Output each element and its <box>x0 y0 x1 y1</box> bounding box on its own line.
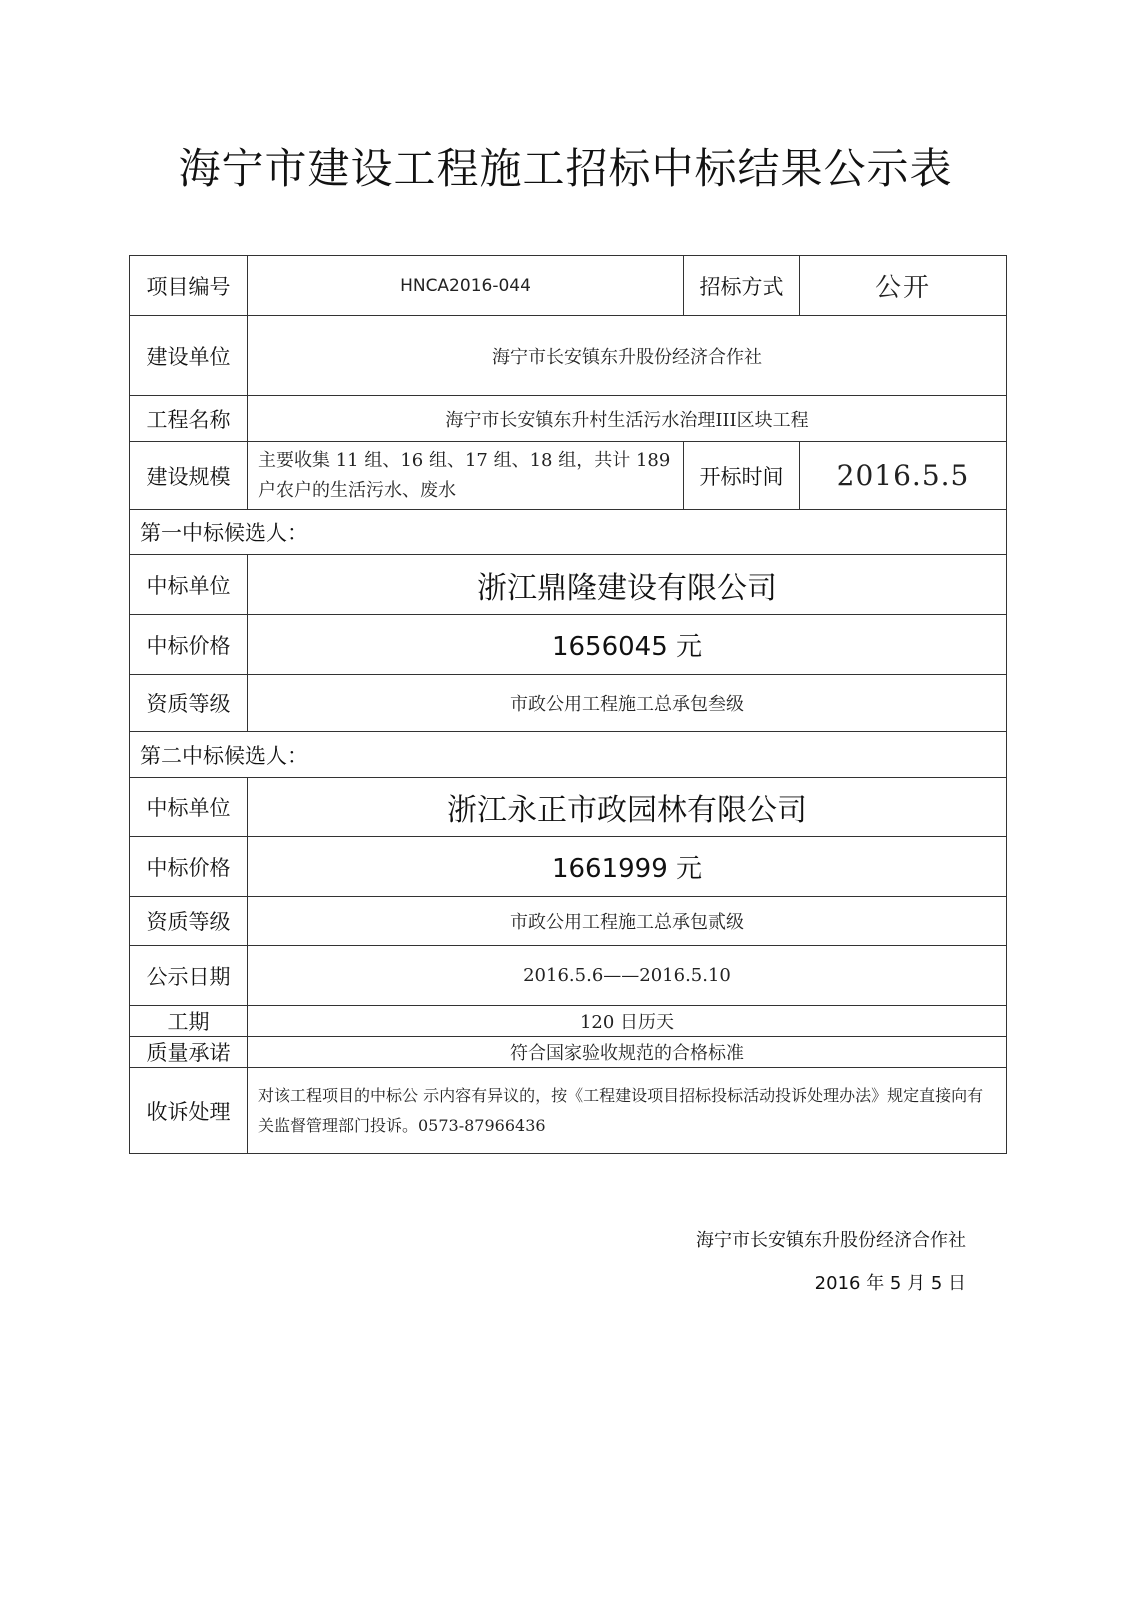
footer-date: 2016 年 5 月 5 日 <box>814 1273 966 1294</box>
first-candidate-heading: 第一中标候选人： <box>130 510 1007 555</box>
first-qualification-value: 市政公用工程施工总承包叁级 <box>248 675 1007 732</box>
table-row <box>130 555 1007 615</box>
second-unit-value: 浙江永正市政园林有限公司 <box>248 778 1007 837</box>
builder-value: 海宁市长安镇东升股份经济合作社 <box>248 316 1007 396</box>
second-qualification-label: 资质等级 <box>130 897 248 946</box>
project-name-value: 海宁市长安镇东升村生活污水治理III区块工程 <box>248 396 1007 442</box>
complaint-value: 对该工程项目的中标公 示内容有异议的，按《工程建设项目招标投标活动投诉处理办法》规定直接向有关监督管理部门投诉。0573-87966436 <box>248 1068 1007 1154</box>
table-row <box>130 1006 1007 1037</box>
table-row <box>130 837 1007 897</box>
quality-label: 质量承诺 <box>130 1037 248 1068</box>
page-title: 海宁市建设工程施工招标中标结果公示表 <box>178 144 953 193</box>
complaint-label: 收诉处理 <box>130 1068 248 1154</box>
publicity-date-label: 公示日期 <box>130 946 248 1006</box>
footer-organization: 海宁市长安镇东升股份经济合作社 <box>696 1230 966 1251</box>
first-price-label: 中标价格 <box>130 615 248 675</box>
second-unit-label: 中标单位 <box>130 778 248 837</box>
second-price-value: 1661999 元 <box>248 837 1007 897</box>
project-no-label: 项目编号 <box>130 256 248 316</box>
first-unit-label: 中标单位 <box>130 555 248 615</box>
scale-label: 建设规模 <box>130 442 248 510</box>
second-candidate-heading: 第二中标候选人： <box>130 732 1007 778</box>
project-no-value: HNCA2016-044 <box>248 256 684 316</box>
table-row <box>130 1037 1007 1068</box>
result-table <box>129 255 1007 1154</box>
table-row <box>130 396 1007 442</box>
table-row <box>130 732 1007 778</box>
table-row <box>130 897 1007 946</box>
duration-value: 120 日历天 <box>248 1006 1007 1037</box>
builder-label: 建设单位 <box>130 316 248 396</box>
table-row <box>130 615 1007 675</box>
table-row <box>130 510 1007 555</box>
project-name-label: 工程名称 <box>130 396 248 442</box>
first-qualification-label: 资质等级 <box>130 675 248 732</box>
first-unit-value: 浙江鼎隆建设有限公司 <box>248 555 1007 615</box>
tender-method-value: 公开 <box>800 256 1007 316</box>
table-row <box>130 256 1007 316</box>
table-row <box>130 316 1007 396</box>
tender-method-label: 招标方式 <box>684 256 800 316</box>
opening-time-label: 开标时间 <box>684 442 800 510</box>
publicity-date-value: 2016.5.6——2016.5.10 <box>248 946 1007 1006</box>
second-qualification-value: 市政公用工程施工总承包贰级 <box>248 897 1007 946</box>
scale-value: 主要收集 11 组、16 组、17 组、18 组，共计 189 户农户的生活污水、废水 <box>248 442 684 510</box>
table-row <box>130 946 1007 1006</box>
second-price-label: 中标价格 <box>130 837 248 897</box>
table-row <box>130 442 1007 510</box>
first-price-value: 1656045 元 <box>248 615 1007 675</box>
table-row <box>130 675 1007 732</box>
opening-time-value: 2016.5.5 <box>800 442 1007 510</box>
table-row <box>130 1068 1007 1154</box>
quality-value: 符合国家验收规范的合格标准 <box>248 1037 1007 1068</box>
table-row <box>130 778 1007 837</box>
duration-label: 工期 <box>130 1006 248 1037</box>
